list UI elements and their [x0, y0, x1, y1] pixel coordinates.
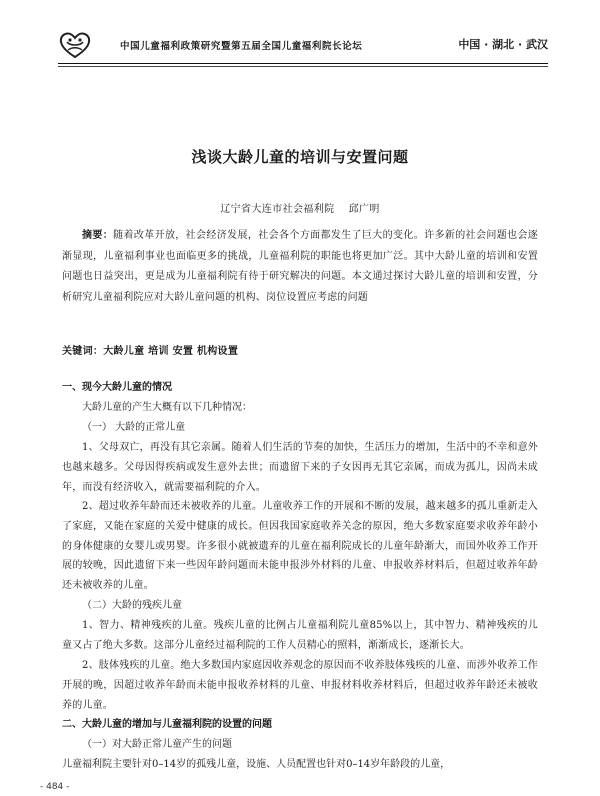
article-title: 浅谈大龄儿童的培训与安置问题 — [191, 148, 409, 166]
keywords: 关键词：大龄儿童 培训 安置 机构设置 — [62, 346, 239, 357]
subsection-heading: （一）对大龄正常儿童产生的问题 — [82, 739, 232, 750]
paragraph: 1、智力、精神残疾的儿童。残疾儿童的比例占儿童福利院儿童85%以上，其中智力、精神残疾的儿童又占了绝大多数。这部分儿童经过福利院的工作人员精心的照料，渐渐成长，逐渐长大。 — [62, 620, 538, 651]
author-affiliation: 辽宁省大连市社会福利院 — [220, 204, 335, 215]
section-heading: 一、现今大龄儿童的情况 — [62, 382, 172, 393]
abstract-text: 随着改革开放，社会经济发展，社会各个方面都发生了巨大的变化。许多新的社会问题也会逐渐显现，儿童福利事业也面临更多的挑战，儿童福利院的职能也将更加广泛。其中大龄儿童的培训和安置问题也日益突出，更是成为儿童福利院有待于研究解决的问题。本文通过探讨大龄儿童的培训和安置，分析研究儿童福利院应对大龄儿童问题的机构、岗位设置应考虑的问题 — [62, 230, 538, 303]
header-divider-thin — [58, 66, 548, 67]
header-location: 中国 · 湖北 · 武汉 — [458, 38, 548, 51]
section-heading: 二、大龄儿童的增加与儿童福利院的设置的问题 — [62, 719, 272, 730]
header-divider — [58, 63, 548, 64]
header-title: 中国儿童福利政策研究暨第五届全国儿童福利院长论坛 — [120, 41, 363, 52]
section-intro: 大龄儿童的产生大概有以下几种情况： — [82, 402, 252, 413]
paragraph: 2、超过收养年龄而还未被收养的儿童。儿童收养工作的开展和不断的发展，越来越多的孤儿重新走入了家庭，又能在家庭的关爱中健康的成长。但因我国家庭收养关念的原因，绝大多数家庭要求收养年龄小的身体健康的女婴儿或男婴。许多很小就被遗弃的儿童在福利院成长的儿童年龄渐大，而国外收养工作开展的较晚，因此遗留下来一些因年龄问题而未能申报涉外材料的儿童、申报收养材料后，但超过收养年龄还未被收养的儿童。 — [62, 501, 538, 592]
author-name: 邱广明 — [348, 204, 380, 215]
author-line — [0, 200, 600, 215]
paragraph: 儿童福利院主要针对0–14岁的孤残儿童，设施、人员配置也针对0–14岁年龄段的儿童， — [62, 759, 451, 770]
forum-logo-icon — [58, 30, 92, 60]
abstract-label: 摘要： — [82, 230, 114, 241]
abstract — [62, 226, 538, 308]
paragraph: 1、父母双亡，再没有其它亲属。随着人们生活的节奏的加快，生活压力的增加，生活中的不幸和意外也越来越多。父母因得疾病或发生意外去世；而遗留下来的子女因再无其它亲属，而成为孤儿，因尚未成年，而没有经济收入，就需要福利院的介入。 — [62, 442, 538, 493]
page-header — [58, 30, 548, 64]
subsection-heading: （二）大龄的残疾儿童 — [82, 600, 182, 611]
page-number: - 484 - — [40, 782, 70, 792]
subsection-heading: （一） 大龄的正常儿童 — [82, 422, 186, 433]
paragraph: 2、肢体残疾的儿童。绝大多数国内家庭因收养观念的原因而不收养肢体残疾的儿童、而涉外收养工作开展的晚，因超过收养年龄而未能申报收养材料的儿童、申报材料收养材料后，但超过收养年龄还未被收养的儿童。 — [62, 660, 538, 711]
